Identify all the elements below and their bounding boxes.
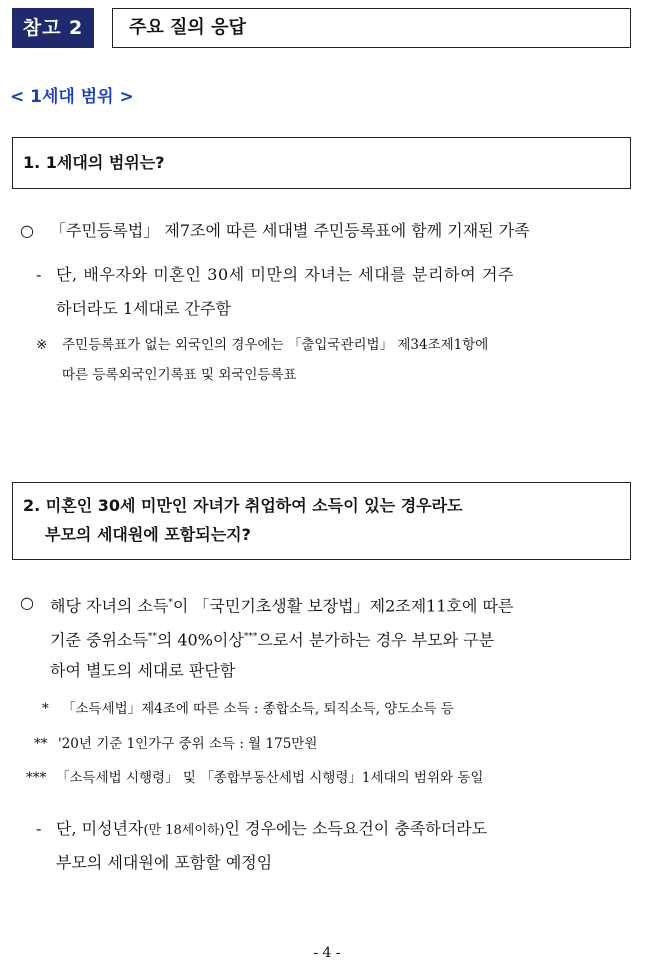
q2-dash-line1-a: 단, 미성년자: [56, 819, 144, 838]
question-2-box: [12, 482, 631, 560]
q2-bullet-line1: [50, 586, 513, 623]
q1-note-line1: 주민등록표가 없는 외국인의 경우에는 「출입국관리법」 제34조제1항에: [62, 337, 489, 353]
question-2-title-line1: 2. 미혼인 30세 미만인 자녀가 취업하여 소득이 있는 경우라도: [23, 496, 463, 515]
q2-footnote-ref-1: *: [168, 598, 173, 608]
q2-footnote-1-text: 「소득세법」제4조에 따른 소득 : 종합소득, 퇴직소득, 양도소득 등: [62, 701, 454, 717]
q2-dash-line1-small: (만 18세이하): [143, 823, 225, 838]
q2-dash-line2: 부모의 세대원에 포함할 예정임: [56, 853, 273, 872]
q1-dash-marker: -: [36, 265, 42, 284]
question-1-box: [12, 137, 631, 189]
q2-bullet-line2-a: 기준 중위소득: [50, 630, 148, 650]
q1-note-line2: 따른 등록외국인기록표 및 외국인등록표: [62, 367, 297, 383]
q1-bullet-marker: ○: [20, 221, 34, 240]
q2-bullet-line1-a: 해당 자녀의 소득: [50, 596, 169, 616]
reference-badge: 참고 2: [12, 8, 94, 48]
q2-footnote-ref-2: **: [147, 632, 157, 642]
q2-bullet-line2-b: 의 40%이상: [156, 630, 244, 650]
q2-bullet-line3: 하여 별도의 세대로 판단함: [50, 661, 236, 680]
q2-dash-line1-b: 인 경우에는 소득요건이 충족하더라도: [224, 819, 488, 838]
q2-footnote-1-marker: *: [42, 701, 49, 717]
q1-dash-line2: 하더라도 1세대로 간주함: [56, 299, 231, 318]
q2-footnote-2-marker: **: [34, 736, 48, 752]
question-2-title-line2: 부모의 세대원에 포함되는지?: [45, 525, 251, 544]
q2-bullet-marker: ○: [20, 593, 34, 612]
q2-footnote-3-text: 「소득세법 시행령」 및 「종합부동산세법 시행령」1세대의 범위와 동일: [56, 770, 484, 786]
q2-bullet-line2-c: 으로서 분가하는 경우 부모와 구분: [257, 630, 495, 650]
q2-footnote-ref-3: ***: [243, 632, 258, 642]
section-label: < 1세대 범위 >: [10, 87, 134, 107]
q2-footnote-3-marker: ***: [26, 770, 47, 786]
q1-note-marker: ※: [36, 337, 48, 353]
q1-dash-line1: 단, 배우자와 미혼인 30세 미만의 자녀는 세대를 분리하여 거주: [56, 265, 515, 284]
q2-bullet-line1-b: 이 「국민기초생활 보장법」제2조제11호에 따른: [172, 596, 514, 616]
page-title: 주요 질의 응답: [112, 8, 631, 48]
q2-footnote-2-text: '20년 기준 1인가구 중위 소득 : 월 175만원: [58, 736, 318, 752]
q2-bullet-line2: [50, 620, 494, 657]
q2-dash-line1: [56, 812, 487, 848]
question-1-title: 1. 1세대의 범위는?: [23, 153, 165, 172]
q1-bullet-text: 「주민등록법」 제7조에 따른 세대별 주민등록표에 함께 기재된 가족: [50, 221, 530, 240]
page-number: - 4 -: [313, 945, 341, 961]
q2-dash-marker: -: [36, 819, 42, 838]
